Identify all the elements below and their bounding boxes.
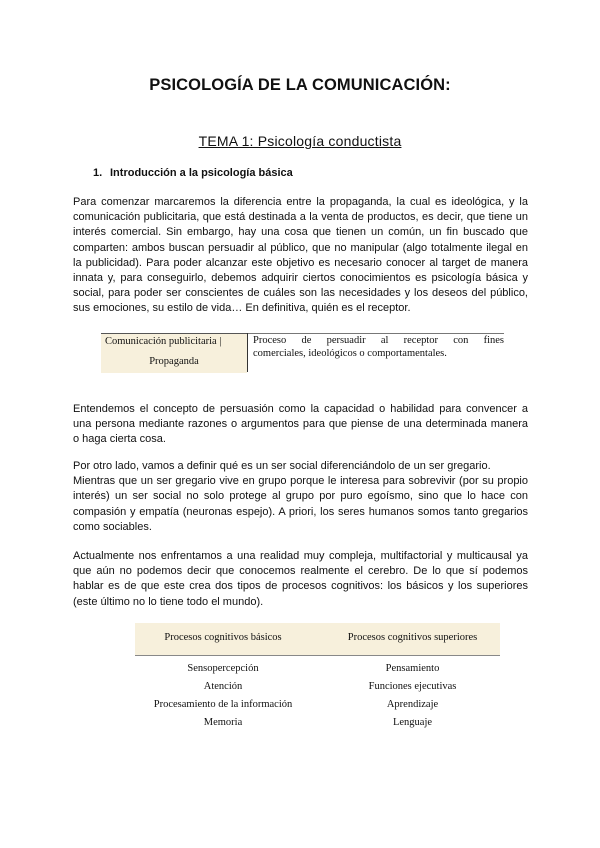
paragraph-line: la publicidad). Para poder alcanzar este objetivo es necesario conocer al target de manera	[73, 256, 528, 269]
document-title: PSICOLOGÍA DE LA COMUNICACIÓN:	[149, 76, 451, 94]
definition-line: comerciales, ideológicos o comportamentales.	[253, 348, 447, 359]
cell-basic: Atención	[203, 681, 243, 692]
header-superior: Procesos cognitivos superiores	[347, 632, 478, 643]
cell-superior: Lenguaje	[392, 717, 433, 728]
paragraph-line: una persona mediante razones o argumentos para que piense de una determinada manera	[73, 418, 528, 431]
cell-basic: Sensopercepción	[187, 663, 259, 674]
table-row	[135, 699, 500, 715]
paragraph-line: sus emociones, su estilo de vida… En definitiva, quién es el receptor.	[73, 302, 411, 315]
paragraph-persuasion	[73, 402, 528, 448]
table-rule	[135, 655, 500, 656]
table-row	[135, 681, 500, 697]
table-row	[135, 717, 500, 733]
paragraph-cognitive	[73, 549, 528, 610]
definition-line: Proceso de persuadir al receptor con fines	[253, 335, 504, 346]
paragraph-line: comparten: ambos buscan persuadir al público, que no manipular (algo totalmente ilegal en	[73, 241, 528, 254]
paragraph-line: comunicación publicitaria, que está destinada a la venta de productos, es decir, que tiene un	[73, 211, 528, 224]
section-heading	[93, 167, 293, 179]
cell-superior: Pensamiento	[385, 663, 440, 674]
paragraph-line: Actualmente nos enfrentamos a una realidad muy compleja, multifactorial y multicausal ya	[73, 550, 528, 562]
cell-superior: Aprendizaje	[386, 699, 439, 710]
paragraph-line: Entendemos el concepto de persuasión como la capacidad o habilidad para convencer a	[73, 403, 528, 415]
definition-term-cell	[101, 333, 247, 373]
definition-table	[101, 333, 504, 372]
cell-basic: Procesamiento de la información	[153, 699, 293, 710]
section-title: Introducción a la psicología básica	[110, 167, 293, 179]
section-number: 1.	[93, 167, 103, 179]
paragraph-line: Mientras que un ser gregario vive en grupo porque le interesa para sobrevivir (por su propio	[73, 475, 528, 488]
definition-text	[253, 334, 504, 360]
paragraph-line: social, para poder ser conscientes de cuáles son las necesidades y los deseos del público,	[73, 287, 528, 300]
paragraph-line: interés) un ser social no solo protege al grupo por puro egoísmo, sino que lo hace con	[73, 490, 528, 503]
cell-superior: Funciones ejecutivas	[368, 681, 457, 692]
header-basic: Procesos cognitivos básicos	[164, 632, 282, 643]
paragraph-line: compasión y empatía (neuronas espejo). A priori, los seres humanos somos tanto gregarios	[73, 505, 528, 518]
paragraph-line: Para comenzar marcaremos la diferencia entre la propaganda, la cual es ideológica, y la	[73, 196, 528, 208]
topic-subtitle: TEMA 1: Psicología conductista	[198, 133, 402, 149]
paragraph-line: (este último no lo tiene todo el mundo).	[73, 595, 264, 608]
paragraph-line: que aún no podemos decir que conocemos realmente el cerebro. De lo que sí podemos	[73, 565, 528, 578]
paragraph-line: hablar es de que este crea dos tipos de procesos cognitivos: los básicos y los superiores	[73, 580, 528, 593]
paragraph-line: o haga cierta cosa.	[73, 433, 166, 446]
cell-basic: Memoria	[203, 717, 243, 728]
definition-term-second: Propaganda	[149, 356, 199, 367]
definition-term: Comunicación publicitaria |	[105, 336, 222, 347]
paragraph-intro	[73, 195, 528, 317]
table-divider	[247, 333, 248, 372]
cognitive-processes-table	[135, 623, 500, 733]
table-header	[135, 623, 500, 655]
paragraph-social-being	[73, 459, 528, 535]
paragraph-line: como sociables.	[73, 520, 152, 533]
paragraph-line: interés comercial. Sin embargo, hay una cosa que tienen un común, un fin buscado que	[73, 226, 528, 239]
paragraph-line: Por otro lado, vamos a definir qué es un ser social diferenciándolo de un ser gregario.	[73, 460, 491, 472]
table-row	[135, 663, 500, 679]
paragraph-line: innata y, para conseguirlo, debemos adquirir ciertos conocimientos es psicología básica y	[73, 272, 528, 285]
